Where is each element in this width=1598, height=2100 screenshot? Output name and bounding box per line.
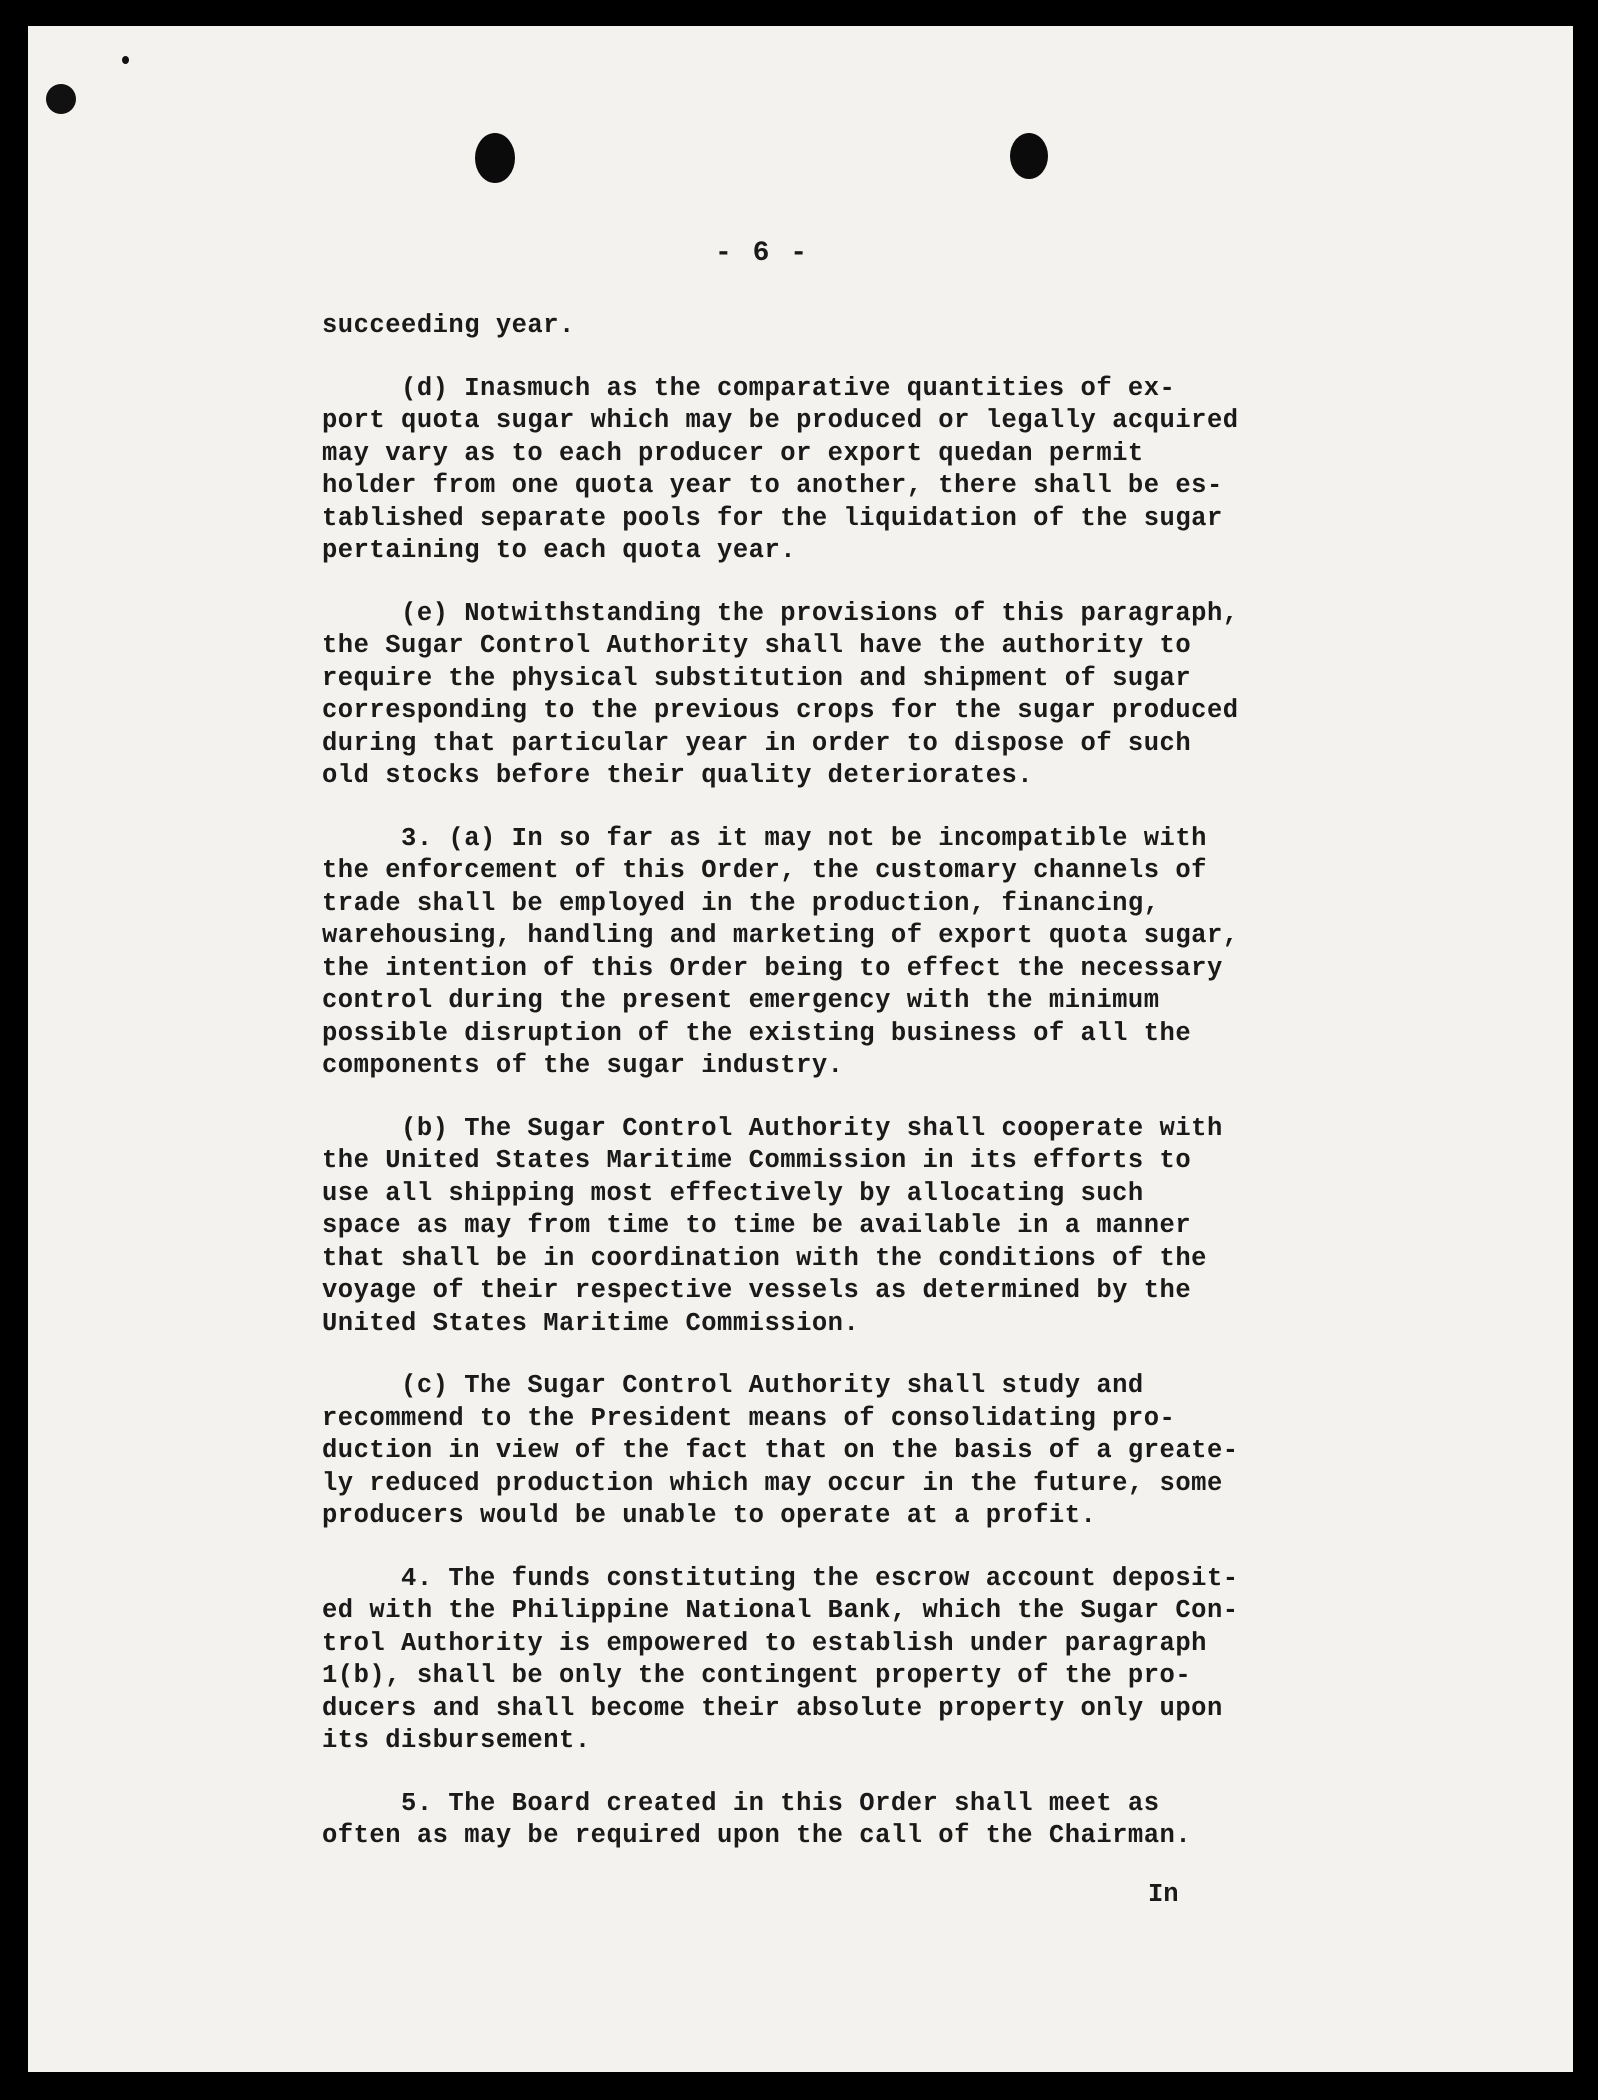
text-line: 3. (a) In so far as it may not be incompatible with xyxy=(322,823,1207,853)
page-number: - 6 - xyxy=(715,238,810,269)
text-line: recommend to the President means of consolidating pro- xyxy=(322,1403,1176,1433)
text-line: that shall be in coordination with the conditions of the xyxy=(322,1243,1207,1273)
text-line: often as may be required upon the call of the Chairman. xyxy=(322,1821,1192,1850)
text-line: the Sugar Control Authority shall have the authority to xyxy=(322,631,1192,660)
text-line: voyage of their respective vessels as determined by the xyxy=(322,1276,1192,1305)
punch-hole-left xyxy=(475,133,515,183)
text-line: old stocks before their quality deteriorates. xyxy=(322,761,1034,790)
text-line: possible disruption of the existing business of all the xyxy=(322,1018,1192,1048)
text-line: components of the sugar industry. xyxy=(322,1051,844,1080)
text-line: the intention of this Order being to effect the necessary xyxy=(322,953,1223,983)
text-line: producers would be unable to operate at a profit. xyxy=(322,1501,1097,1530)
text-line: the United States Maritime Commission in its efforts to xyxy=(322,1146,1192,1175)
paragraph-5 xyxy=(322,1788,1282,1853)
text-line: trade shall be employed in the production, financing, xyxy=(322,888,1160,918)
text-line: (c) The Sugar Control Authority shall study and xyxy=(322,1371,1144,1400)
text-line: (b) The Sugar Control Authority shall cooperate with xyxy=(322,1113,1223,1143)
text-line: (d) Inasmuch as the comparative quantities of ex- xyxy=(322,373,1176,403)
text-line: require the physical substitution and shipment of sugar xyxy=(322,663,1192,693)
text-line: during that particular year in order to dispose of such xyxy=(322,728,1192,758)
paragraph-3c xyxy=(322,1370,1282,1533)
text-line: its disbursement. xyxy=(322,1726,591,1755)
text-line: tablished separate pools for the liquidation of the sugar xyxy=(322,503,1223,533)
catchword: In xyxy=(1148,1880,1179,1909)
paragraph-carry-over xyxy=(322,310,1282,343)
text-line: succeeding year. xyxy=(322,311,575,340)
text-line: may vary as to each producer or export quedan permit xyxy=(322,438,1144,468)
paragraph-3a xyxy=(322,823,1282,1083)
text-line: control during the present emergency with the minimum xyxy=(322,986,1160,1015)
text-line: port quota sugar which may be produced or legally acquired xyxy=(322,406,1239,435)
text-line: use all shipping most effectively by allocating such xyxy=(322,1178,1144,1208)
text-line: ed with the Philippine National Bank, which the Sugar Con- xyxy=(322,1596,1239,1625)
text-line: warehousing, handling and marketing of export quota sugar, xyxy=(322,921,1239,950)
paragraph-4 xyxy=(322,1563,1282,1758)
text-line: United States Maritime Commission. xyxy=(322,1308,860,1338)
text-line: space as may from time to time be available in a manner xyxy=(322,1211,1192,1240)
text-line: the enforcement of this Order, the customary channels of xyxy=(322,856,1207,885)
text-line: pertaining to each quota year. xyxy=(322,536,797,565)
punch-hole-right xyxy=(1010,133,1048,179)
text-line: 5. The Board created in this Order shall meet as xyxy=(322,1788,1160,1818)
text-line: corresponding to the previous crops for the sugar produced xyxy=(322,696,1239,725)
text-line: holder from one quota year to another, there shall be es- xyxy=(322,471,1223,500)
text-line: duction in view of the fact that on the basis of a greate- xyxy=(322,1436,1239,1465)
paragraph-d xyxy=(322,373,1282,568)
paragraph-3b xyxy=(322,1113,1282,1341)
text-line: ducers and shall become their absolute property only upon xyxy=(322,1693,1223,1723)
text-line: 1(b), shall be only the contingent property of the pro- xyxy=(322,1661,1192,1690)
text-line: (e) Notwithstanding the provisions of this paragraph, xyxy=(322,598,1239,628)
text-line: trol Authority is empowered to establish under paragraph xyxy=(322,1628,1207,1658)
text-line: ly reduced production which may occur in the future, some xyxy=(322,1468,1223,1498)
text-line: 4. The funds constituting the escrow account deposit- xyxy=(322,1563,1239,1593)
ink-speck xyxy=(122,56,129,64)
ink-smudge xyxy=(46,84,76,114)
paragraph-e xyxy=(322,598,1282,793)
document-body xyxy=(322,310,1282,1853)
